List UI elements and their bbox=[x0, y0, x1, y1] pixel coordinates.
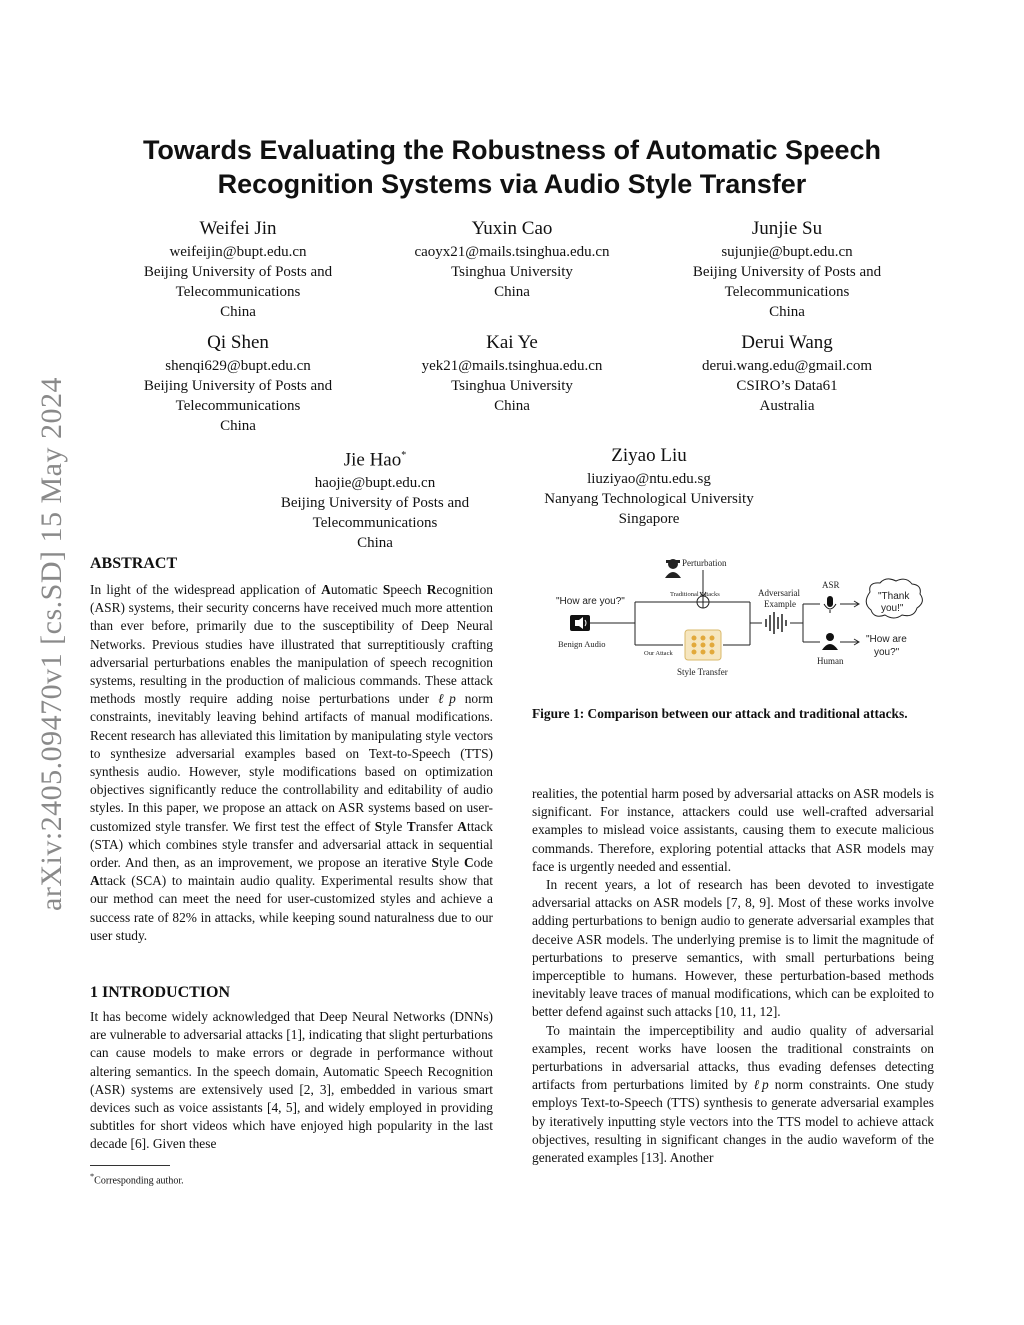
abstract-text: In light of the widespread application of bbox=[90, 582, 322, 597]
intro-paragraph: In recent years, a lot of research has been devoted to investigate adversarial attacks on ASR models [7, 8, 9]. Most of these works involve adding perturbations to benign audio to generate adversarial examples that deceive ASR models. The underlying premise is to limit the magnitude of perturbations to preserve semantics, with small perturbations being imperceptible to humans. However, these perturbation-based methods inevitably leave traces of manual modifications, which can be exploited to better defend against such attacks [10, 11, 12]. bbox=[532, 877, 934, 1020]
author-affiliation-2: Telecommunications bbox=[724, 284, 850, 300]
figure-1-diagram bbox=[540, 552, 940, 687]
asr-term: Automatic Speech Recognition (ASR) bbox=[90, 582, 493, 616]
corresponding-mark: * bbox=[401, 450, 407, 461]
waveform-icon bbox=[766, 612, 786, 634]
sta-term: Style Transfer Attack (STA) bbox=[90, 818, 493, 852]
human-output-line-2: you?" bbox=[874, 647, 900, 658]
introduction-heading: 1 INTRODUCTION bbox=[90, 984, 231, 1001]
author-country: Singapore bbox=[618, 511, 680, 527]
footnote-divider bbox=[90, 1165, 170, 1166]
intro-paragraph bbox=[532, 1022, 934, 1168]
author-name: Qi Shen bbox=[207, 332, 269, 353]
figure-caption: Figure 1: Comparison between our attack and traditional attacks. bbox=[532, 706, 908, 721]
author-block bbox=[362, 216, 662, 302]
abstract-body bbox=[90, 581, 493, 945]
author-country: China bbox=[220, 418, 256, 434]
author-affiliation: Nanyang Technological University bbox=[544, 491, 754, 507]
neural-network-icon bbox=[685, 630, 721, 660]
asr-output-line-1: "Thank bbox=[878, 591, 910, 602]
author-country: Australia bbox=[759, 398, 815, 414]
footnote-mark: * bbox=[90, 1172, 95, 1181]
title-line-2: Recognition Systems via Audio Style Transfer bbox=[217, 169, 807, 199]
traditional-attacks-label: Traditional Attacks bbox=[670, 591, 720, 598]
author-email: caoyx21@mails.tsinghua.edu.cn bbox=[414, 244, 610, 260]
author-country: China bbox=[494, 398, 530, 414]
author-name: Ziyao Liu bbox=[611, 445, 687, 466]
author-affiliation-2: Telecommunications bbox=[175, 398, 301, 414]
abstract-text: norm constraints, inevitably leaving behind artifacts of manual modifications. Recent research has alleviated this limitation by manipulating style vectors to synthesize adversarial examples based on Text-to-Speech (TTS) synthesis audio. However, style modifications based on optimization objectives significantly reduce the controllability and editability of audio styles. In this paper, we propose an attack on ASR systems based on user-customized style transfer. We first test the effect of bbox=[90, 691, 493, 834]
author-email: haojie@bupt.edu.cn bbox=[314, 475, 436, 492]
author-email: liuziyao@ntu.edu.sg bbox=[587, 471, 711, 487]
asr-output-line-2: you!" bbox=[881, 603, 904, 614]
author-affiliation: Beijing University of Posts and bbox=[143, 378, 333, 394]
arxiv-sidebar bbox=[32, 348, 72, 940]
lp-norm-symbol: ℓp bbox=[437, 691, 456, 707]
author-block bbox=[225, 443, 525, 553]
human-output-line-1: "How are bbox=[866, 634, 907, 645]
author-name: Derui Wang bbox=[741, 332, 833, 353]
author-name: Yuxin Cao bbox=[471, 218, 553, 239]
sca-term: Style Code Attack (SCA) bbox=[90, 855, 493, 889]
input-text-quote: "How are you?" bbox=[556, 596, 625, 607]
abstract-text: to maintain audio quality. Experimental results show that our method can meet the need for user-customized styles and achieve a success rate of 82% in attacks, while keeping sound naturalness due to our user study. bbox=[90, 873, 493, 943]
author-name: Kai Ye bbox=[486, 332, 538, 353]
style-transfer-label: Style Transfer bbox=[677, 667, 728, 677]
author-affiliation-2: Telecommunications bbox=[175, 284, 301, 300]
footnote bbox=[90, 1172, 184, 1186]
author-country: China bbox=[357, 535, 393, 552]
intro-left-column bbox=[90, 1008, 493, 1154]
author-country: China bbox=[769, 304, 805, 320]
asr-label: ASR bbox=[822, 580, 840, 590]
intro-text: To maintain the imperceptibility and audio quality of adversarial examples, recent works have loosen the traditional constraints on perturbations in adversarial attacks, thus evading defenses detecting artifacts from perturbations limited by bbox=[532, 1022, 934, 1093]
speaker-icon bbox=[570, 615, 590, 631]
intro-right-column bbox=[532, 785, 934, 1167]
abstract-text: which combines style transfer and adversarial attack in sequential order. And then, as an improvement, we propose an iterative bbox=[90, 836, 493, 871]
our-attack-label: Our Attack bbox=[644, 650, 673, 657]
author-affiliation: CSIRO’s Data61 bbox=[736, 378, 838, 394]
adversarial-example-label bbox=[758, 588, 800, 609]
author-email: shenqi629@bupt.edu.cn bbox=[165, 358, 311, 374]
intro-paragraph: It has become widely acknowledged that Deep Neural Networks (DNNs) are vulnerable to adversarial attacks [1], indicating that slight perturbations can cause models to make errors or degrade in performance without altering semantics. In the speech domain, Automatic Speech Recognition (ASR) systems are extensively used [2, 3], embedded in various smart devices such as voice assistants [4, 5], and widely employed in providing subtitles for short videos which have enjoyed high popularity in the last decade [6]. Given these bbox=[90, 1009, 493, 1152]
author-affiliation: Tsinghua University bbox=[451, 264, 573, 280]
abstract-paragraph bbox=[90, 581, 493, 945]
title-line-1: Towards Evaluating the Robustness of Automatic Speech bbox=[142, 135, 882, 165]
author-affiliation: Beijing University of Posts and bbox=[280, 495, 470, 512]
abstract-text: systems, their security concerns have received much more attention than ever before, primarily due to the susceptibility of Deep Neural Networks. Previous studies have illustrated that surreptitiously crafting adversarial perturbations enables the manipulation of speech recognition systems, resulting in the production of malicious commands. These attack methods mostly require adding noise perturbations under bbox=[90, 600, 493, 707]
author-affiliation: Tsinghua University bbox=[451, 378, 573, 394]
author-email: sujunjie@bupt.edu.cn bbox=[721, 244, 853, 260]
human-label: Human bbox=[817, 656, 844, 666]
hacker-icon bbox=[665, 559, 681, 578]
author-email: yek21@mails.tsinghua.edu.cn bbox=[421, 358, 603, 374]
footnote-text: Corresponding author. bbox=[94, 1175, 184, 1187]
adversarial-line-1: Adversarial bbox=[758, 588, 800, 598]
author-block bbox=[88, 330, 388, 436]
lp-norm-symbol: ℓp bbox=[753, 1077, 769, 1093]
author-block bbox=[88, 216, 388, 322]
perturbation-label: Perturbation bbox=[682, 558, 727, 568]
author-name bbox=[225, 443, 525, 473]
intro-paragraph: realities, the potential harm posed by adversarial attacks on ASR models is significant. For instance, attackers could use well-crafted adversarial examples to mislead voice assistants, causing them to execute malicious commands. Therefore, exploring potential attacks that ASR models may face is urgently needed and essential. bbox=[532, 786, 934, 874]
author-block bbox=[499, 443, 799, 529]
human-icon bbox=[822, 633, 838, 650]
arxiv-identifier: arXiv:2405.09470v1 [cs.SD] 15 May 2024 bbox=[35, 377, 68, 911]
intro-text: norm constraints. One study employs Text-to-Speech (TTS) synthesis to generate adversarial examples by iteratively inputting style vectors into the TTS model to achieve attack objectives, resulting in significant changes in the audio waveform of the generated examples [13]. Another bbox=[532, 1077, 934, 1166]
author-name: Weifei Jin bbox=[199, 218, 277, 239]
adversarial-line-2: Example bbox=[764, 599, 796, 609]
author-block bbox=[362, 330, 662, 416]
author-name-text: Jie Hao bbox=[343, 449, 402, 471]
author-affiliation-2: Telecommunications bbox=[312, 515, 438, 532]
author-affiliation: Beijing University of Posts and bbox=[143, 264, 333, 280]
author-affiliation: Beijing University of Posts and bbox=[692, 264, 882, 280]
benign-audio-label: Benign Audio bbox=[558, 639, 606, 649]
author-block bbox=[637, 216, 937, 322]
author-email: weifeijin@bupt.edu.cn bbox=[169, 244, 307, 260]
author-country: China bbox=[494, 284, 530, 300]
author-name: Junjie Su bbox=[751, 218, 823, 239]
paper-title bbox=[100, 133, 924, 201]
microphone-icon bbox=[824, 596, 836, 613]
abstract-heading: ABSTRACT bbox=[90, 555, 178, 572]
author-country: China bbox=[220, 304, 256, 320]
author-block bbox=[637, 330, 937, 416]
author-email: derui.wang.edu@gmail.com bbox=[701, 358, 873, 374]
